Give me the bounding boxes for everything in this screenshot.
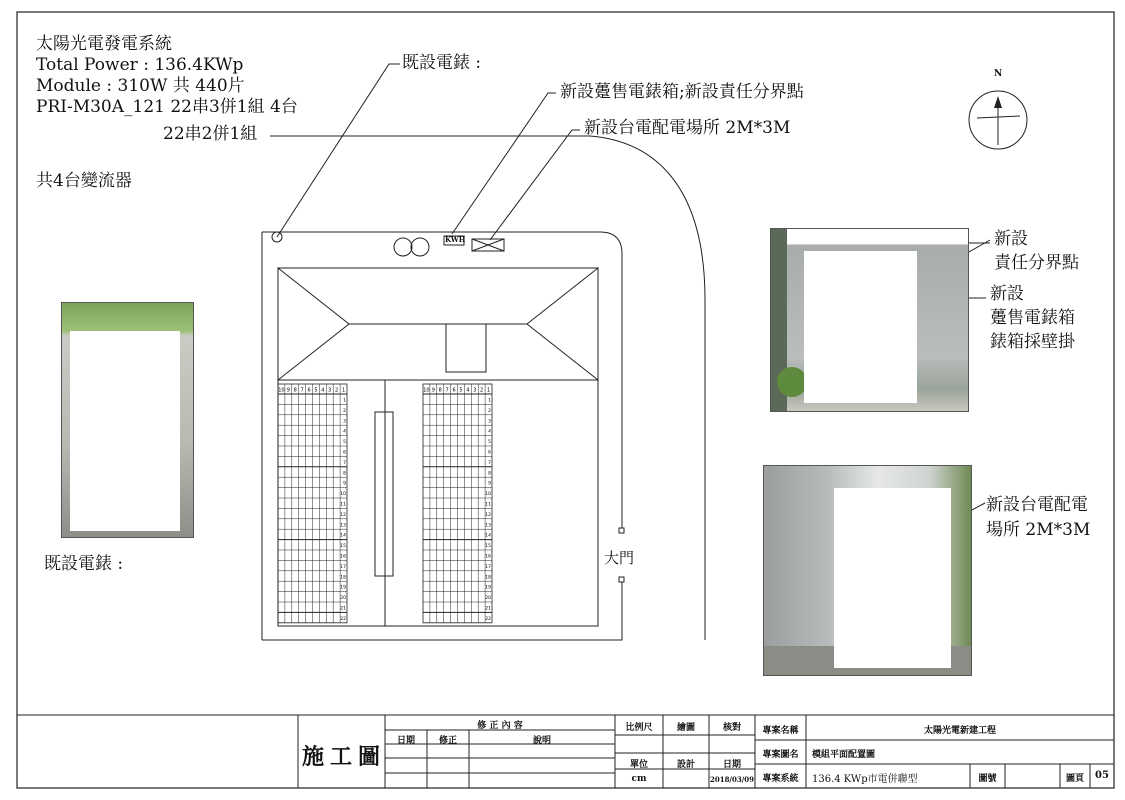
revision-header: 修 正 內 容	[477, 721, 523, 731]
panel-row-number: 9	[343, 481, 346, 487]
panel-row-number: 12	[340, 512, 346, 518]
pv-array-left	[278, 384, 347, 623]
panel-row-number: 16	[340, 554, 346, 560]
check-label: 核對	[722, 723, 741, 733]
panel-column-number: 7	[300, 387, 304, 394]
panel-column-number: 4	[466, 387, 470, 394]
panel-row-number: 7	[488, 460, 491, 466]
panel-column-number: 10	[423, 387, 430, 394]
leader-new-meter-box	[452, 93, 556, 234]
project-name: 太陽光電新建工程	[923, 726, 996, 736]
panel-row-number: 7	[343, 460, 346, 466]
inverter-model: PRI-M30A_121 22串3併1組 4台	[36, 97, 298, 117]
panel-row-number: 22	[485, 616, 491, 622]
panel-row-number: 18	[340, 575, 346, 581]
building-roof	[278, 268, 598, 380]
panel-row-number: 10	[340, 492, 346, 498]
site-boundary-bottom	[262, 580, 622, 640]
system-label: 專案系統	[762, 774, 799, 784]
panel-row-number: 2	[488, 408, 491, 414]
panel-row-number: 20	[340, 596, 346, 602]
leader-existing-meter	[277, 64, 400, 237]
panel-column-number: 10	[278, 387, 285, 394]
panel-row-number: 17	[340, 564, 346, 570]
panel-row-number: 21	[485, 606, 491, 612]
north-compass	[969, 91, 1027, 149]
panel-column-number: 5	[314, 387, 318, 394]
page-value: 05	[1095, 770, 1109, 781]
panel-column-number: 6	[452, 387, 456, 394]
string-config: 22串2併1組	[163, 124, 258, 144]
panel-row-number: 15	[340, 544, 346, 550]
gate-label: 大門	[604, 549, 635, 567]
leader-new-substation	[490, 130, 580, 240]
drawing-no-label: 圖號	[978, 774, 997, 784]
existing-meter-callout: 既設電錶 :	[402, 53, 482, 73]
panel-column-number: 9	[286, 387, 290, 394]
panel-row-number: 4	[488, 429, 491, 435]
panel-column-number: 3	[473, 387, 477, 394]
kwh-label: KWH	[445, 235, 466, 244]
panel-row-number: 13	[485, 523, 491, 529]
panel-row-number: 3	[343, 419, 346, 425]
panel-row-number: 3	[488, 419, 491, 425]
panel-row-number: 18	[485, 575, 491, 581]
panel-column-number: 5	[459, 387, 463, 394]
panel-row-number: 11	[485, 502, 491, 508]
panel-row-number: 11	[340, 502, 346, 508]
photo-new-substation	[763, 465, 972, 676]
panel-row-number: 20	[485, 596, 491, 602]
drawn-label: 繪圖	[676, 723, 695, 733]
panel-column-number: 8	[293, 387, 297, 394]
panel-row-number: 19	[340, 585, 346, 591]
panel-column-number: 1	[341, 387, 346, 394]
photo-existing-meter	[61, 302, 194, 538]
revision-date-col: 日期	[396, 736, 415, 746]
panel-row-number: 1	[488, 398, 491, 404]
caption-substation-2: 場所 2M*3M	[986, 520, 1091, 540]
gate-post-top	[619, 528, 624, 533]
date-value: 2018/03/09	[709, 775, 755, 784]
pv-array-right	[423, 384, 492, 623]
walkway	[375, 412, 393, 576]
caption-new-label-1: 新設	[994, 229, 1028, 249]
caption-wall-mount: 錶箱採壁掛	[990, 332, 1075, 352]
new-meter-box-callout: 新設躉售電錶箱;新設責任分界點	[560, 82, 804, 102]
project-name-label: 專案名稱	[762, 726, 799, 736]
transformer-symbol-b	[411, 238, 429, 256]
panel-column-number: 7	[445, 387, 449, 394]
system-value: 136.4 KWp市電併聯型	[812, 774, 918, 785]
caption-meter-box: 躉售電錶箱	[990, 308, 1075, 328]
panel-row-number: 5	[343, 440, 346, 446]
photo-new-meter-box	[770, 228, 969, 412]
scale-label: 比例尺	[625, 723, 653, 733]
photo-existing-meter-caption: 既設電錶 :	[44, 554, 124, 574]
panel-row-number: 21	[340, 606, 346, 612]
panel-row-number: 6	[343, 450, 346, 456]
panel-column-number: 3	[328, 387, 332, 394]
panel-column-number: 2	[480, 387, 484, 394]
panel-column-number: 9	[431, 387, 435, 394]
revision-description-col: 說明	[532, 736, 551, 746]
panel-row-number: 12	[485, 512, 491, 518]
panel-row-number: 6	[488, 450, 491, 456]
module-spec: Module : 310W 共 440片	[36, 76, 245, 96]
page-label: 圖頁	[1065, 774, 1084, 784]
revision-revise-col: 修正	[438, 736, 457, 746]
panel-row-number: 14	[340, 533, 346, 539]
panel-row-number: 10	[485, 492, 491, 498]
panel-row-number: 19	[485, 585, 491, 591]
panel-column-number: 8	[438, 387, 442, 394]
panel-row-number: 8	[488, 471, 491, 477]
panel-column-number: 6	[307, 387, 311, 394]
drawing-type: 施工圖	[302, 744, 387, 770]
panel-row-number: 13	[340, 523, 346, 529]
north-label: N	[994, 69, 1003, 79]
panel-row-number: 15	[485, 544, 491, 550]
caption-boundary-point: 責任分界點	[994, 253, 1079, 273]
unit-label: 單位	[629, 760, 648, 770]
panel-row-number: 8	[343, 471, 346, 477]
panel-row-number: 2	[343, 408, 346, 414]
design-label: 設計	[676, 760, 695, 770]
caption-new-label-2: 新設	[990, 284, 1024, 304]
inverter-count: 共4台變流器	[36, 171, 132, 191]
system-title: 太陽光電發電系統	[36, 34, 172, 54]
transformer-symbol-a	[394, 238, 412, 256]
panel-row-number: 5	[488, 440, 491, 446]
panel-row-number: 1	[343, 398, 346, 404]
panel-column-number: 2	[335, 387, 339, 394]
panel-row-number: 22	[340, 616, 346, 622]
panel-row-number: 9	[488, 481, 491, 487]
panel-column-number: 4	[321, 387, 325, 394]
gate-post-bottom	[619, 577, 624, 582]
drawing-name: 模組平面配置圖	[812, 750, 876, 760]
total-power: Total Power : 136.4KWp	[36, 55, 244, 75]
date-label: 日期	[722, 760, 741, 770]
array-area-outline	[278, 380, 598, 626]
panel-column-number: 1	[486, 387, 491, 394]
caption-substation-1: 新設台電配電	[986, 495, 1088, 515]
panel-row-number: 17	[485, 564, 491, 570]
new-substation-callout: 新設台電配電場所 2M*3M	[584, 118, 791, 138]
panel-row-number: 4	[343, 429, 346, 435]
unit-value: cm	[631, 774, 647, 784]
drawing-name-label: 專案圖名	[762, 750, 799, 760]
panel-row-number: 14	[485, 533, 491, 539]
panel-row-number: 16	[485, 554, 491, 560]
